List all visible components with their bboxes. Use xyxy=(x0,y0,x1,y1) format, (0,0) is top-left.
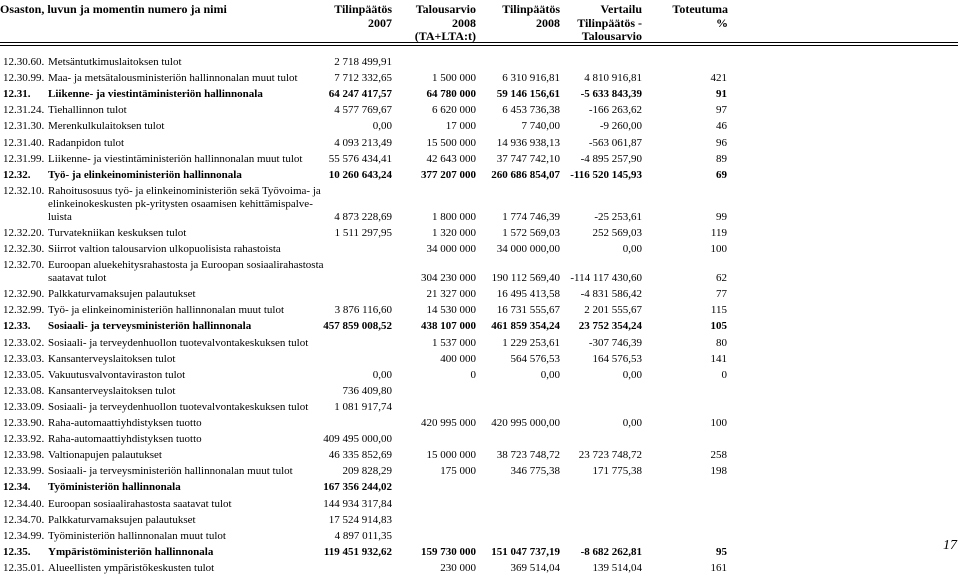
row-value-col-1: 10 260 643,24 xyxy=(328,168,392,181)
row-value-col-2: 400 000 xyxy=(440,352,476,365)
row-value-col-4: 23 723 748,72 xyxy=(578,449,642,462)
table-row xyxy=(0,153,960,166)
row-description: Vakuutusvalvontaviraston tulot xyxy=(48,368,186,381)
table-row xyxy=(0,530,960,543)
header-col-tilinpaatos-2007-l2: 2007 xyxy=(368,16,392,30)
row-value-col-1: 1 081 917,74 xyxy=(334,400,392,413)
row-value-col-1: 4 873 228,69 xyxy=(334,210,392,223)
row-description: Työministeriön hallinnonalan muut tulot xyxy=(48,529,226,542)
row-value-col-2: 304 230 000 xyxy=(421,272,476,285)
row-value-col-5: 69 xyxy=(716,168,727,181)
row-value-col-1: 209 828,29 xyxy=(342,465,392,478)
row-code: 12.33.98. xyxy=(3,449,45,462)
row-value-col-3: 564 576,53 xyxy=(510,352,560,365)
row-code: 12.33.90. xyxy=(3,417,45,429)
row-value-col-1: 46 335 852,69 xyxy=(328,449,392,462)
row-value-col-5: 77 xyxy=(716,288,727,301)
header-col-talousarvio-2008-l1: Talousarvio xyxy=(415,2,476,16)
row-description: Sosiaali- ja terveysministeriön hallinnonala xyxy=(48,320,252,333)
table-row xyxy=(0,104,960,117)
row-value-col-1: 0,00 xyxy=(372,368,392,381)
row-value-col-4: -4 895 257,90 xyxy=(580,152,642,165)
row-value-col-1: 64 247 417,57 xyxy=(328,88,392,101)
row-value-col-5: 100 xyxy=(710,243,727,255)
table-row xyxy=(0,185,960,224)
row-value-col-4: 0,00 xyxy=(622,243,642,255)
row-value-col-3: 59 146 156,61 xyxy=(496,88,560,101)
row-value-col-5: 46 xyxy=(716,120,727,133)
table-row xyxy=(0,169,960,182)
row-value-col-5: 0 xyxy=(721,368,727,381)
header-col-talousarvio-2008-l2: 2008 xyxy=(452,16,476,30)
row-description: Valtionapujen palautukset xyxy=(48,449,162,462)
row-description: Työ- ja elinkeinoministeriön hallinnonalan muut tulot xyxy=(48,304,284,317)
table-row xyxy=(0,562,960,575)
table-row xyxy=(0,227,960,240)
row-code: 12.34.70. xyxy=(3,513,45,526)
row-value-col-5: 258 xyxy=(710,449,727,462)
row-value-col-3: 1 774 746,39 xyxy=(502,210,560,223)
table-row xyxy=(0,320,960,333)
row-value-col-4: 0,00 xyxy=(622,417,642,429)
row-description: Liikenne- ja viestintäministeriön hallinnonala xyxy=(48,88,263,101)
row-value-col-4: -4 831 586,42 xyxy=(580,288,642,301)
row-description: Kansanterveyslaitoksen tulot xyxy=(48,352,176,365)
row-description: Työministeriön hallinnonala xyxy=(48,481,181,494)
row-value-col-3: 369 514,04 xyxy=(510,561,560,574)
row-value-col-2: 15 500 000 xyxy=(426,136,476,149)
row-value-col-2: 42 643 000 xyxy=(426,152,476,165)
row-value-col-5: 161 xyxy=(710,561,727,574)
row-value-col-2: 1 320 000 xyxy=(432,226,476,239)
table-row xyxy=(0,465,960,478)
row-value-col-5: 96 xyxy=(716,136,727,149)
row-value-col-5: 198 xyxy=(710,465,727,478)
row-description: saatavat tulot xyxy=(48,272,107,285)
row-description: Merenkulkulaitoksen tulot xyxy=(48,120,165,133)
row-description: Liikenne- ja viestintäministeriön hallinnonalan muut tulot xyxy=(48,152,303,165)
row-value-col-2: 159 730 000 xyxy=(421,545,476,558)
table-header xyxy=(0,0,960,42)
row-value-col-3: 260 686 854,07 xyxy=(491,168,560,181)
row-description: Raha-automaattiyhdistyksen tuotto xyxy=(48,417,202,429)
table-row xyxy=(0,288,960,301)
row-value-col-2: 0 xyxy=(470,368,476,381)
row-code: 12.31.24. xyxy=(3,104,45,117)
row-value-col-3: 1 229 253,61 xyxy=(502,336,560,349)
row-code: 12.32.10. xyxy=(3,184,45,197)
header-col-tilinpaatos-2008-l1: Tilinpäätös xyxy=(502,2,560,16)
row-description: Siirrot valtion talousarvion ulkopuolisista rahastoista xyxy=(48,243,281,255)
row-value-col-5: 421 xyxy=(710,72,727,85)
row-value-col-4: -5 633 843,39 xyxy=(580,88,642,101)
row-value-col-2: 420 995 000 xyxy=(421,417,476,429)
row-code: 12.33.92. xyxy=(3,433,45,446)
row-value-col-4: 252 569,03 xyxy=(592,226,642,239)
row-value-col-4: 23 752 354,24 xyxy=(578,320,642,333)
row-description: Ympäristöministeriön hallinnonala xyxy=(48,545,214,558)
row-code: 12.34.99. xyxy=(3,529,45,542)
row-value-col-1: 0,00 xyxy=(372,120,392,133)
row-description: Palkkaturvamaksujen palautukset xyxy=(48,513,196,526)
row-value-col-1: 7 712 332,65 xyxy=(334,72,392,85)
table-row xyxy=(0,243,960,256)
row-description: Tiehallinnon tulot xyxy=(48,104,127,117)
row-value-col-5: 95 xyxy=(716,545,727,558)
row-value-col-3: 16 495 413,58 xyxy=(496,288,560,301)
row-value-col-3: 14 936 938,13 xyxy=(496,136,560,149)
table-row xyxy=(0,417,960,430)
row-description: Sosiaali- ja terveysministeriön hallinnonalan muut tulot xyxy=(48,465,293,478)
table-row xyxy=(0,353,960,366)
row-value-col-1: 457 859 008,52 xyxy=(323,320,392,333)
row-code: 12.32.20. xyxy=(3,226,45,239)
header-col-tilinpaatos-2007-l1: Tilinpäätös xyxy=(334,2,392,16)
table-row xyxy=(0,401,960,414)
row-code: 12.31.99. xyxy=(3,152,45,165)
row-value-col-4: 139 514,04 xyxy=(592,561,642,574)
header-col-talousarvio-2008-l3: (TA+LTA:t) xyxy=(414,29,476,43)
row-description: Turvatekniikan keskuksen tulot xyxy=(48,226,187,239)
table-row xyxy=(0,259,960,285)
row-code: 12.34.40. xyxy=(3,497,45,510)
row-description: Työ- ja elinkeinoministeriön hallinnonala xyxy=(48,168,242,181)
row-value-col-1: 4 897 011,35 xyxy=(334,529,392,542)
row-value-col-5: 89 xyxy=(716,152,727,165)
row-description: Alueellisten ympäristökeskusten tulot xyxy=(48,561,215,574)
row-code: 12.33.08. xyxy=(3,384,45,397)
row-value-col-5: 115 xyxy=(710,304,727,317)
row-value-col-4: -307 746,39 xyxy=(588,336,642,349)
row-description: Metsäntutkimuslaitoksen tulot xyxy=(48,56,182,68)
row-value-col-4: 171 775,38 xyxy=(592,465,642,478)
header-col-toteutuma-l2: % xyxy=(716,16,728,30)
page-number: 17 xyxy=(943,538,957,553)
row-value-col-1: 4 093 213,49 xyxy=(334,136,392,149)
row-description: Maa- ja metsätalousministeriön hallinnonalan muut tulot xyxy=(48,72,298,85)
table-row xyxy=(0,369,960,382)
row-value-col-5: 100 xyxy=(710,417,727,429)
row-value-col-3: 37 747 742,10 xyxy=(496,152,560,165)
row-value-col-2: 1 537 000 xyxy=(432,336,476,349)
row-description: Rahoitusosuus työ- ja elinkeinoministeriön sekä Työvoima- ja xyxy=(48,184,321,197)
row-value-col-2: 175 000 xyxy=(440,465,476,478)
row-value-col-1: 119 451 932,62 xyxy=(323,545,392,558)
header-top-rule xyxy=(0,42,958,43)
row-value-col-1: 3 876 116,60 xyxy=(334,304,392,317)
header-col-vertailu-l1: Vertailu xyxy=(600,2,642,16)
row-code: 12.32.70. xyxy=(3,259,45,272)
row-value-col-3: 1 572 569,03 xyxy=(502,226,560,239)
row-value-col-2: 21 327 000 xyxy=(426,288,476,301)
table-row xyxy=(0,137,960,150)
table-row xyxy=(0,304,960,317)
row-value-col-3: 0,00 xyxy=(540,368,560,381)
row-value-col-2: 1 500 000 xyxy=(432,72,476,85)
table-row xyxy=(0,56,960,69)
row-value-col-3: 461 859 354,24 xyxy=(491,320,560,333)
row-value-col-2: 1 800 000 xyxy=(432,210,476,223)
header-col-vertailu-l3: Talousarvio xyxy=(581,29,642,43)
row-code: 12.32.30. xyxy=(3,243,45,255)
row-code: 12.30.99. xyxy=(3,72,45,85)
row-value-col-2: 438 107 000 xyxy=(421,320,476,333)
row-code: 12.31. xyxy=(3,88,31,101)
row-value-col-2: 17 000 xyxy=(445,120,476,133)
row-value-col-1: 167 356 244,02 xyxy=(323,481,392,494)
table-row xyxy=(0,385,960,398)
row-value-col-1: 1 511 297,95 xyxy=(334,226,392,239)
row-value-col-1: 4 577 769,67 xyxy=(334,104,392,117)
row-value-col-4: -25 253,61 xyxy=(594,210,642,223)
row-code: 12.31.40. xyxy=(3,136,45,149)
row-description: Kansanterveyslaitoksen tulot xyxy=(48,384,176,397)
row-value-col-4: -9 260,00 xyxy=(599,120,642,133)
header-col-toteutuma-l1: Toteutuma xyxy=(672,2,728,16)
table-row xyxy=(0,498,960,511)
table-row xyxy=(0,88,960,101)
row-value-col-2: 230 000 xyxy=(440,561,476,574)
row-description: Radanpidon tulot xyxy=(48,136,125,149)
row-value-col-2: 6 620 000 xyxy=(432,104,476,117)
row-value-col-4: 2 201 555,67 xyxy=(584,304,642,317)
row-value-col-2: 15 000 000 xyxy=(426,449,476,462)
row-value-col-2: 64 780 000 xyxy=(426,88,476,101)
row-value-col-4: -563 061,87 xyxy=(588,136,642,149)
row-value-col-5: 99 xyxy=(716,210,727,223)
row-value-col-4: -8 682 262,81 xyxy=(580,545,642,558)
row-description: Sosiaali- ja terveydenhuollon tuotevalvontakeskuksen tulot xyxy=(48,400,309,413)
table-row xyxy=(0,546,960,559)
row-code: 12.33.05. xyxy=(3,368,45,381)
header-col-vertailu-l2: Tilinpäätös - xyxy=(577,16,642,30)
row-code: 12.32.99. xyxy=(3,304,45,317)
row-value-col-3: 6 453 736,38 xyxy=(502,104,560,117)
row-value-col-3: 346 775,38 xyxy=(510,465,560,478)
table-row xyxy=(0,433,960,446)
row-value-col-4: 0,00 xyxy=(622,368,642,381)
table-row xyxy=(0,514,960,527)
row-value-col-5: 97 xyxy=(716,104,727,117)
table-row xyxy=(0,449,960,462)
row-value-col-2: 34 000 000 xyxy=(426,243,476,255)
row-value-col-4: -116 520 145,93 xyxy=(570,168,642,181)
row-value-col-3: 6 310 916,81 xyxy=(502,72,560,85)
row-value-col-1: 17 524 914,83 xyxy=(328,513,392,526)
row-description: Sosiaali- ja terveydenhuollon tuotevalvontakeskuksen tulot xyxy=(48,336,309,349)
row-value-col-3: 151 047 737,19 xyxy=(491,545,560,558)
table-row xyxy=(0,72,960,85)
row-value-col-5: 119 xyxy=(710,226,727,239)
header-bottom-rule xyxy=(0,45,958,46)
row-code: 12.31.30. xyxy=(3,120,45,133)
header-name-column: Osaston, luvun ja momentin numero ja nimi xyxy=(0,2,227,16)
row-description: luista xyxy=(48,210,72,223)
row-value-col-3: 190 112 569,40 xyxy=(491,272,560,285)
row-value-col-3: 16 731 555,67 xyxy=(496,304,560,317)
row-code: 12.30.60. xyxy=(3,56,45,68)
row-value-col-2: 14 530 000 xyxy=(426,304,476,317)
row-code: 12.33.03. xyxy=(3,352,45,365)
row-value-col-5: 91 xyxy=(716,88,727,101)
row-value-col-5: 62 xyxy=(716,272,727,285)
table-row xyxy=(0,481,960,494)
row-code: 12.35. xyxy=(3,545,31,558)
row-code: 12.33.02. xyxy=(3,336,45,349)
row-value-col-2: 377 207 000 xyxy=(421,168,476,181)
row-value-col-1: 144 934 317,84 xyxy=(323,497,392,510)
row-description: elinkeinokeskusten pk-yritysten osaamisen kehittämispalve- xyxy=(48,197,313,210)
row-code: 12.35.01. xyxy=(3,561,45,574)
row-value-col-3: 7 740,00 xyxy=(521,120,560,133)
row-value-col-5: 105 xyxy=(710,320,727,333)
row-value-col-5: 141 xyxy=(710,352,727,365)
row-code: 12.33. xyxy=(3,320,31,333)
table-row xyxy=(0,120,960,133)
row-code: 12.32. xyxy=(3,168,31,181)
row-value-col-4: 164 576,53 xyxy=(592,352,642,365)
row-value-col-4: 4 810 916,81 xyxy=(584,72,642,85)
row-value-col-1: 2 718 499,91 xyxy=(334,56,392,68)
row-description: Palkkaturvamaksujen palautukset xyxy=(48,288,196,301)
row-value-col-1: 736 409,80 xyxy=(342,384,392,397)
row-value-col-4: -166 263,62 xyxy=(588,104,642,117)
row-value-col-1: 409 495 000,00 xyxy=(323,433,392,446)
row-description: Raha-automaattiyhdistyksen tuotto xyxy=(48,433,202,446)
row-code: 12.34. xyxy=(3,481,31,494)
row-code: 12.33.09. xyxy=(3,400,45,413)
row-code: 12.32.90. xyxy=(3,288,45,301)
header-col-tilinpaatos-2008-l2: 2008 xyxy=(536,16,560,30)
row-description: Euroopan aluekehitysrahastosta ja Euroopan sosiaalirahastosta xyxy=(48,259,324,272)
row-description: Euroopan sosiaalirahastosta saatavat tulot xyxy=(48,497,232,510)
row-value-col-3: 420 995 000,00 xyxy=(491,417,560,429)
row-value-col-5: 80 xyxy=(716,336,727,349)
table-row xyxy=(0,337,960,350)
row-value-col-3: 34 000 000,00 xyxy=(496,243,560,255)
row-code: 12.33.99. xyxy=(3,465,45,478)
row-value-col-1: 55 576 434,41 xyxy=(328,152,392,165)
row-value-col-4: -114 117 430,60 xyxy=(570,272,642,285)
row-value-col-3: 38 723 748,72 xyxy=(496,449,560,462)
